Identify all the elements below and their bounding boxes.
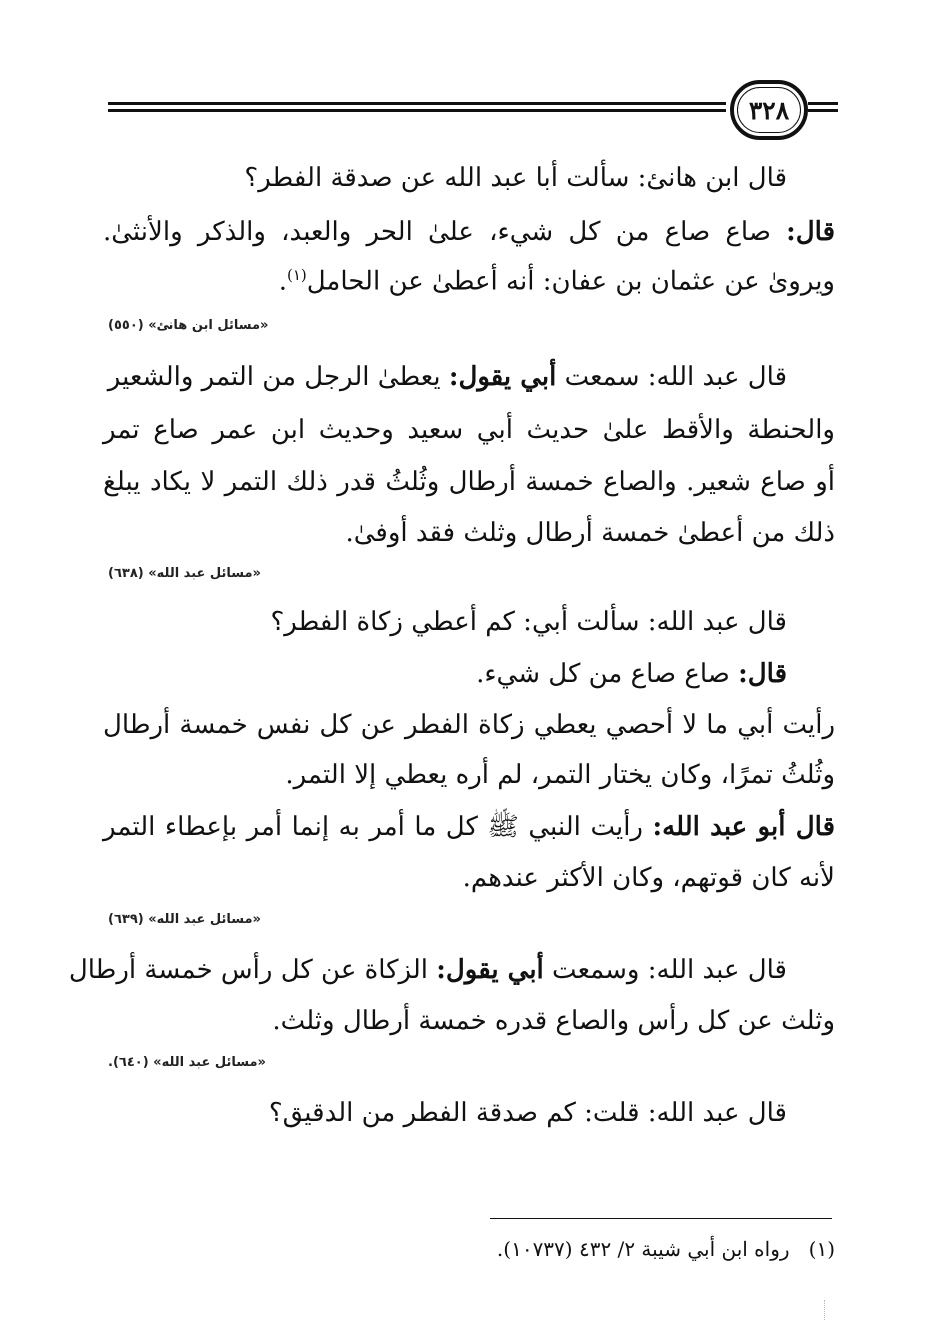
text-line: أو صاع شعير. والصاع خمسة أرطال وثُلثُ قدر ذلك التمر لا يكاد يبلغ [103,467,835,497]
source-citation: «مسائل عبد الله» (٦٣٨) [108,566,261,581]
source-citation: «مسائل عبد الله» (٦٣٩) [108,912,261,927]
text-line: قال أبو عبد الله: رأيت النبي ﷺ كل ما أمر به إنما أمر بإعطاء التمر [103,812,835,842]
header-rule-bottom [108,109,726,112]
text-line: قال عبد الله: قلت: كم صدقة الفطر من الدقيق؟ [268,1098,787,1128]
text-line: قال ابن هانئ: سألت أبا عبد الله عن صدقة الفطر؟ [244,163,787,193]
footnote-ref[interactable]: (١) [286,266,307,284]
scan-specks [824,1300,827,1320]
text-line: وثلث عن كل رأس والصاع قدره خمسة أرطال وثلث. [272,1006,835,1036]
text-line: لأنه كان قوتهم، وكان الأكثر عندهم. [462,863,835,893]
footnote-text: رواه ابن أبي شيبة ٢/ ٤٣٢ (١٠٧٣٧). [496,1237,790,1261]
text-line: قال: صاع صاع من كل شيء. [476,659,787,689]
text-line: والحنطة والأقط علىٰ حديث أبي سعيد وحديث ابن عمر صاع تمر [103,415,835,445]
source-citation: «مسائل ابن هانئ» (٥٥٠) [108,318,269,333]
footnote [497,1237,835,1261]
text-line: قال عبد الله: وسمعت أبي يقول: الزكاة عن كل رأس خمسة أرطال [68,955,787,985]
speaker-label: قال: [738,659,787,689]
source-citation: «مسائل عبد الله» (٦٤٠). [108,1055,266,1070]
page-number-badge [730,80,808,140]
speaker-label: قال: [786,217,835,247]
header-rule-tail-bottom [808,109,838,112]
header-rule-tail-top [808,102,838,105]
page-number: ٣٢٨ [748,95,790,125]
text-line: وثُلثُ تمرًا، وكان يختار التمر، لم أره يعطي إلا التمر. [285,760,835,790]
text-line: قال: صاع صاع من كل شيء، علىٰ الحر والعبد، والذكر والأنثىٰ. [103,217,835,247]
text-line: رأيت أبي ما لا أحصي يعطي زكاة الفطر عن كل نفس خمسة أرطال [103,710,835,740]
text-line: ذلك من أعطىٰ خمسة أرطال وثلث فقد أوفىٰ. [345,518,835,548]
header-rule-top [108,102,726,105]
speaker-label: أبي يقول: [448,362,557,392]
footnote-separator [490,1218,832,1219]
speaker-label: أبي يقول: [436,955,544,985]
page-header [108,78,838,140]
text-line: ويروىٰ عن عثمان بن عفان: أنه أعطىٰ عن الحامل$^{(١)}$. [278,266,835,297]
footnote-marker: (١) [808,1237,835,1261]
text-line: قال عبد الله: سألت أبي: كم أعطي زكاة الفطر؟ [270,607,787,637]
text-line: قال عبد الله: سمعت أبي يقول: يعطىٰ الرجل من التمر والشعير [107,362,787,392]
speaker-label: قال أبو عبد الله: [652,812,835,842]
